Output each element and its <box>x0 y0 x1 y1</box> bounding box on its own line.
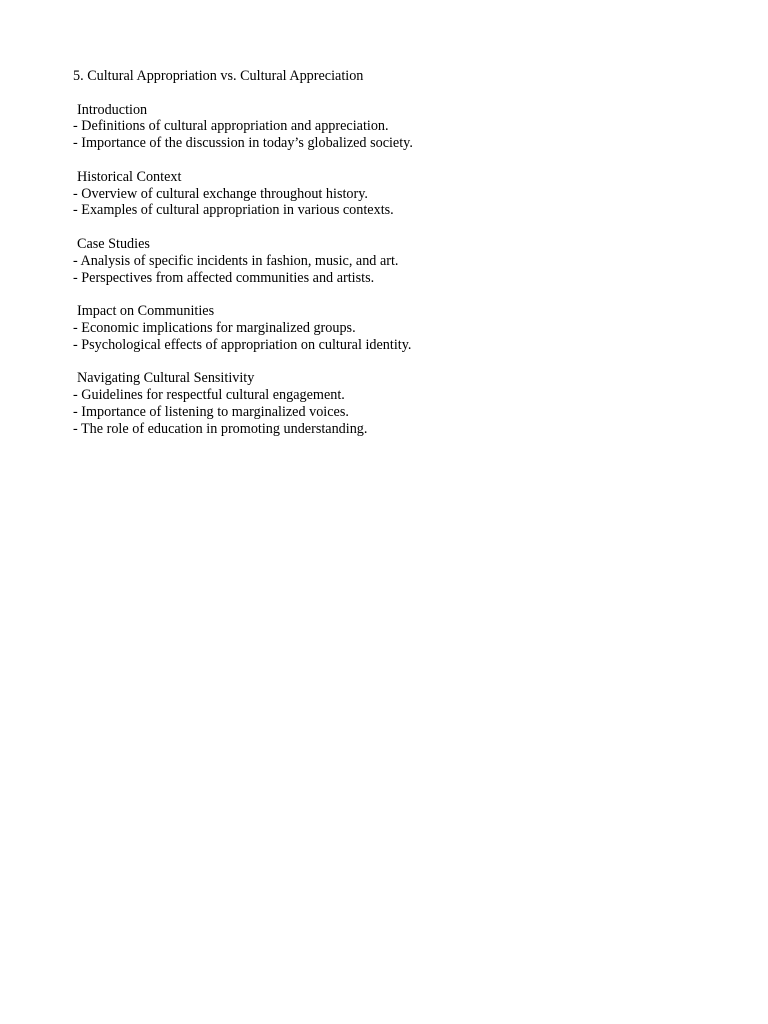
section-heading: Impact on Communities <box>77 303 215 320</box>
bullet-item: - Importance of the discussion in today’s globalized society. <box>73 135 413 152</box>
section-heading: Historical Context <box>77 168 182 185</box>
spacer <box>73 219 733 236</box>
spacer <box>73 354 733 371</box>
bullet-item: - Importance of listening to marginalized voices. <box>73 403 349 420</box>
document-body <box>73 68 733 438</box>
bullet-item: - Overview of cultural exchange throughout history. <box>73 185 368 202</box>
bullet-item: - Economic implications for marginalized groups. <box>73 319 356 336</box>
spacer <box>73 85 733 102</box>
bullet-item: - Perspectives from affected communities and artists. <box>73 269 375 286</box>
section-heading: Introduction <box>77 101 148 118</box>
section-heading: Navigating Cultural Sensitivity <box>77 370 255 387</box>
spacer <box>73 152 733 169</box>
bullet-item: - Analysis of specific incidents in fashion, music, and art. <box>73 252 399 269</box>
section-heading: Case Studies <box>77 235 150 252</box>
bullet-item: - Definitions of cultural appropriation and appreciation. <box>73 118 389 135</box>
document-title: 5. Cultural Appropriation vs. Cultural Appreciation <box>73 68 364 84</box>
bullet-item: - Examples of cultural appropriation in various contexts. <box>73 202 394 219</box>
spacer <box>73 286 733 303</box>
bullet-item: - The role of education in promoting understanding. <box>73 420 368 437</box>
bullet-item: - Guidelines for respectful cultural engagement. <box>73 387 345 404</box>
bullet-item: - Psychological effects of appropriation on cultural identity. <box>73 336 412 353</box>
